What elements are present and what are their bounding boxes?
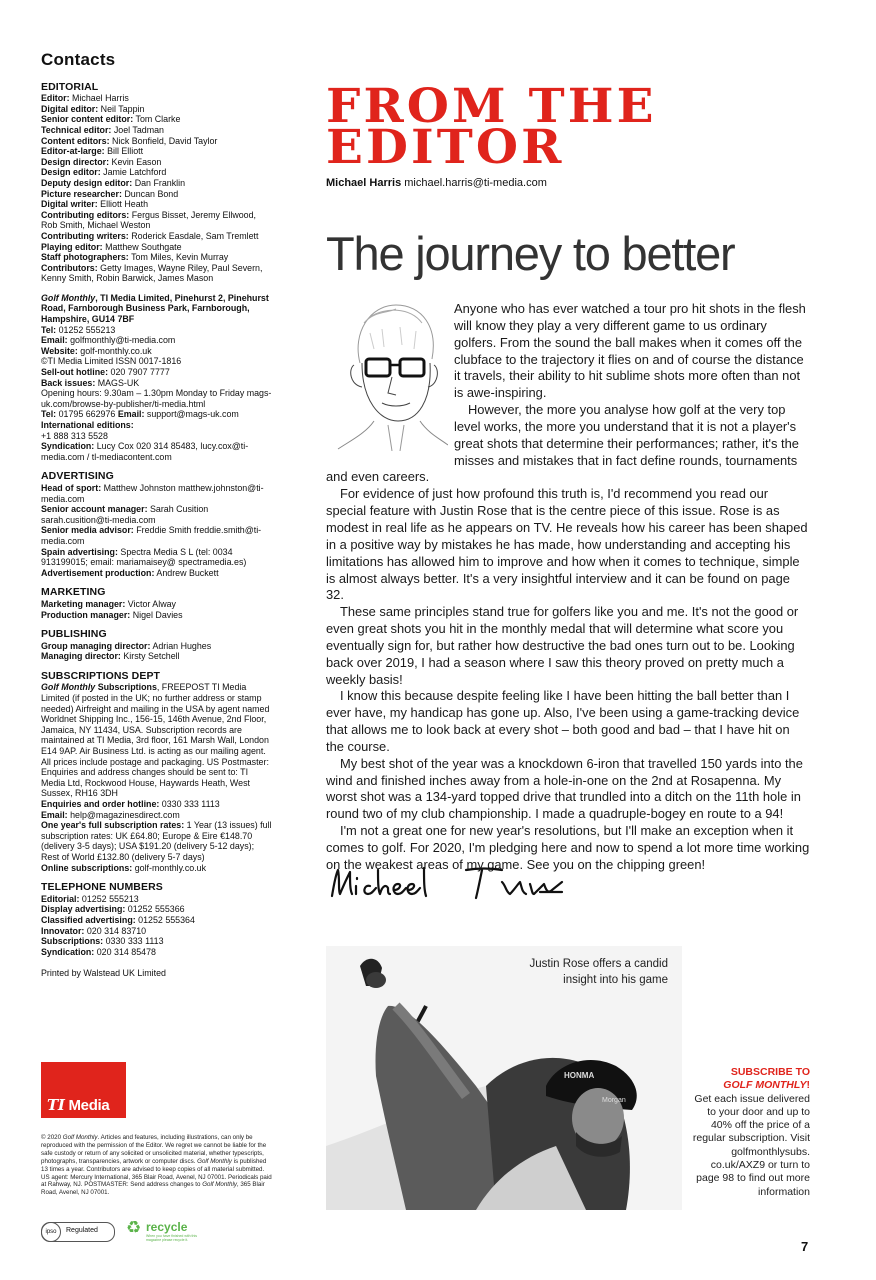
contact-line: Contributing editors: Fergus Bisset, Jeremy Ellwood, Rob Smith, Michael Weston bbox=[41, 209, 257, 231]
marketing-heading: MARKETING bbox=[41, 586, 106, 599]
paragraph: I'm not a great one for new year's resolutions, but I'll make an exception when it comes to golf. For 2020, I'm pledging here and now to spend a lot more time working on the weakest areas of my game. See you on the chipping green! bbox=[326, 823, 810, 872]
editorial-body bbox=[326, 301, 810, 874]
subscriptions-intro: Golf Monthly Subscriptions, FREEPOST TI Media Limited (if posted in the UK; no further address or stamp needed) Airfreight and mailing in the USA by agent named Worldnet Shipping Inc., 156-15, 146th Avenue, 2nd Floor, Jamaica, NY 11434, USA. Subscription records are maintained at TI Media, 3rd floor, 161 Marsh Wall, London E14 9AP. Air Business Ltd. is acting as our mailing agent. All prices include postage and packaging. US Postmaster: Enquiries and address changes should be sent to: TI Media Ltd, Rockwood House, Haywards Heath, West Sussex, RH16 3DH bbox=[41, 682, 270, 799]
contact-line: Innovator: 020 314 83710 bbox=[41, 925, 147, 936]
contact-line: International editions: bbox=[41, 420, 134, 430]
contact-line: Content editors: Nick Bonfield, David Taylor bbox=[41, 135, 218, 146]
contact-line: Opening hours: 9.30am – 1.30pm Monday to Friday mags-uk.com/browse-by-publisher/ti-media.html bbox=[41, 388, 272, 409]
telephone-heading: TELEPHONE NUMBERS bbox=[41, 881, 163, 894]
contact-line: Back issues: MAGS-UK bbox=[41, 377, 140, 388]
contact-line: Production manager: Nigel Davies bbox=[41, 609, 183, 620]
contact-line: Senior content editor: Tom Clarke bbox=[41, 114, 181, 125]
recycle-badge: ♻ recycle When you have finished with this magazine please recycle it. bbox=[126, 1218, 197, 1242]
paragraph: My best shot of the year was a knockdown 6-iron that travelled 150 yards into the wind and finished inches away from a hole-in-one on the 2nd at Rosapenna. My worst shot was a 134-yard topped drive that trundled into a ditch on the 11th hole in round two of my club championship. I made a quadruple-bogey en route to a 94! bbox=[326, 755, 803, 822]
headline: The journey to better bbox=[326, 227, 735, 280]
paragraph: I know this because despite feeling like I have been hitting the ball better than I ever have, my handicap has gone up. Also, I've been using a game-tracking device that allows me to look back at every shot – both good and bad – that I have hit on the course. bbox=[326, 688, 800, 754]
ipso-badge bbox=[41, 1222, 115, 1242]
contact-line: Editor: Michael Harris bbox=[41, 93, 129, 104]
publishing-list bbox=[41, 641, 273, 662]
contact-line: Technical editor: Joel Tadman bbox=[41, 124, 164, 135]
contact-line: Classified advertising: 01252 555364 bbox=[41, 914, 195, 925]
printed-by: Printed by Walstead UK Limited bbox=[41, 968, 166, 979]
contact-line: Senior media advisor: Freddie Smith freddie.smith@ti-media.com bbox=[41, 525, 262, 546]
contacts-title: Contacts bbox=[41, 50, 116, 69]
contact-line: Digital writer: Elliott Heath bbox=[41, 199, 149, 210]
contact-line: Staff photographers: Tom Miles, Kevin Murray bbox=[41, 252, 229, 263]
paragraph: However, the more you analyse how golf at the very top level works, the more you understand that it is not a player's great shots that determine their performances; rather, it's the misses and mistakes that in fact define rounds, tournaments and even careers. bbox=[326, 402, 799, 485]
editorial-contact-list bbox=[41, 325, 273, 463]
subscriptions-list bbox=[41, 799, 273, 873]
contact-line: +1 888 313 5528 bbox=[41, 430, 108, 441]
subscribe-heading-1: SUBSCRIBE TO bbox=[730, 1066, 810, 1078]
contact-line: Playing editor: Matthew Southgate bbox=[41, 241, 182, 252]
contact-line: Enquiries and order hotline: 0330 333 1113 bbox=[41, 799, 220, 809]
contact-line: Tel: 01252 555213 bbox=[41, 324, 116, 335]
contact-line: ©TI Media Limited ISSN 0017-1816 bbox=[41, 356, 182, 367]
editor-signature bbox=[326, 860, 576, 908]
contact-line: Tel: 01795 662976 Email: support@mags-uk.com bbox=[41, 409, 239, 420]
cap-logo: HONMA bbox=[564, 1071, 595, 1080]
contact-line: Email: help@magazinesdirect.com bbox=[41, 809, 180, 820]
contact-line: Advertisement production: Andrew Buckett bbox=[41, 567, 219, 578]
contact-line: Contributors: Getty Images, Wayne Riley, Paul Severn, Kenny Smith, Robin Barwick, James Mason bbox=[41, 262, 263, 284]
masthead-line-1: FROM THE bbox=[326, 79, 657, 134]
contact-line: Group managing director: Adrian Hughes bbox=[41, 640, 212, 651]
advertising-heading: ADVERTISING bbox=[41, 470, 114, 483]
editorial-list bbox=[41, 93, 273, 284]
contact-line: Design director: Kevin Eason bbox=[41, 156, 162, 167]
contact-line: Digital editor: Neil Tappin bbox=[41, 103, 145, 114]
marketing-list bbox=[41, 599, 273, 620]
contact-line: Online subscriptions: golf-monthly.co.uk bbox=[41, 862, 207, 873]
contact-line: Sell-out hotline: 020 7907 7777 bbox=[41, 367, 170, 378]
masthead bbox=[326, 79, 810, 175]
contact-line: Marketing manager: Victor Alway bbox=[41, 598, 176, 609]
ipso-label: Regulated bbox=[66, 1227, 98, 1234]
contact-line: Display advertising: 01252 555366 bbox=[41, 904, 185, 915]
contact-line: Email: golfmonthly@ti-media.com bbox=[41, 335, 176, 346]
publisher-address: Golf Monthly, TI Media Limited, Pinehurst 2, Pinehurst Road, Farnborough Business Park, Farnborough, Hampshire, GU14 7BF bbox=[41, 292, 269, 325]
legal-notice: © 2020 Golf Monthly. Articles and features, including illustrations, can only be reproduced with the permission of the Editor. We regret we cannot be liable for the safe custody or return of any solicited or unsolicited material, whether typescripts, photographs, transparencies, artwork or computer discs. Golf Monthly is published 13 times a year. Contributors are advised to keep copies of all material submitted. US agent: Mercury International, 365 Blair Road, Avenel, NJ 07001. Periodicals paid at Rahway, NJ. POSTMASTER: Send address changes to Golf Monthly, 365 Blair Road, Avenel, NJ 07001. bbox=[41, 1134, 272, 1197]
paragraph: These same principles stand true for golfers like you and me. It's not the good or even great shots you hit in the monthly medal that will determine what score you eventually sign for, but rather how destructive the bad ones turn out to be. Looking back over 2019, I had a season where I saw this theory proved on pretty much a weekly basis! bbox=[326, 604, 799, 687]
contact-line: Deputy design editor: Dan Franklin bbox=[41, 177, 186, 188]
contact-line: Contributing writers: Roderick Easdale, Sam Tremlett bbox=[41, 230, 259, 241]
contact-line: Managing director: Kirsty Setchell bbox=[41, 651, 180, 662]
contact-line: One year's full subscription rates: 1 Year (13 issues) full subscription rates: UK £64.80; Europe & Eire €148.70 (delivery 3-5 days); USA $191.20 (delivery 5-12 days); Rest of World £132.80 (delivery 5-7 days) bbox=[41, 820, 272, 862]
advertising-list bbox=[41, 483, 273, 578]
editorial-heading: EDITORIAL bbox=[41, 80, 99, 93]
ipso-mark: ipso bbox=[41, 1222, 61, 1242]
contact-line: Senior account manager: Sarah Cusition sarah.cusition@ti-media.com bbox=[41, 504, 209, 525]
photo-caption: Justin Rose offers a candid insight into his game bbox=[529, 958, 668, 986]
contact-line: Syndication: 020 314 85478 bbox=[41, 946, 156, 957]
contact-line: Design editor: Jamie Latchford bbox=[41, 167, 167, 178]
masthead-line-2: EDITOR bbox=[326, 120, 565, 175]
subscribe-box[interactable] bbox=[690, 1066, 810, 1199]
subscribe-body: Get each issue delivered to your door and up to 40% off the price of a regular subscription. Visit golfmonthlysubs. co.uk/AXZ9 or turn to page 98 to find out more information bbox=[692, 1092, 810, 1198]
contact-line: Editorial: 01252 555213 bbox=[41, 893, 139, 904]
ti-media-logo: TI Media bbox=[41, 1062, 126, 1118]
subscriptions-heading: SUBSCRIPTIONS DEPT bbox=[41, 669, 161, 682]
contact-line: Subscriptions: 0330 333 1113 bbox=[41, 936, 164, 947]
recycle-icon: ♻ bbox=[126, 1218, 142, 1237]
contact-line: Editor-at-large: Bill Elliott bbox=[41, 146, 144, 157]
telephone-list bbox=[41, 894, 273, 958]
contact-line: Spain advertising: Spectra Media S L (tel: 0034 913199015; email: mariamaisey@ spectramedia.es) bbox=[41, 546, 247, 568]
contact-line: Syndication: Lucy Cox 020 314 85483, lucy.cox@ti-media.com / tl-mediacontent.com bbox=[41, 441, 249, 462]
cap-text: Morgan bbox=[602, 1097, 626, 1104]
contacts-column bbox=[41, 50, 273, 979]
subscribe-heading-2: GOLF MONTHLY! bbox=[723, 1079, 810, 1092]
contact-line: Head of sport: Matthew Johnston matthew.johnston@ti-media.com bbox=[41, 482, 264, 504]
byline: Michael Harris michael.harris@ti-media.com bbox=[326, 177, 547, 189]
publishing-heading: PUBLISHING bbox=[41, 628, 107, 641]
paragraph: For evidence of just how profound this truth is, I'd recommend you read our special feature with Justin Rose that is the centre piece of this issue. Rose is as modest in real life as he appears on TV. He reveals how his career has been shaped in a positive way by mistakes he has made, how understanding and accepting his limitations has allowed him to improve and how when it comes to technique, simple is almost always better. It's a very insightful interview and it can be found on page 32. bbox=[326, 486, 808, 603]
contact-line: Website: golf-monthly.co.uk bbox=[41, 345, 152, 356]
justin-rose-photo bbox=[326, 946, 682, 1210]
page-number: 7 bbox=[801, 1239, 809, 1254]
paragraph: Anyone who has ever watched a tour pro hit shots in the flesh will know they play a very different game to us ordinary golfers. From the sound the ball makes when it comes off the clubface to the trajectory it flies on and of course the distance it travels, their ability to hit sublime shots more often than not is awe-inspiring. bbox=[454, 301, 806, 401]
contact-line: Picture researcher: Duncan Bond bbox=[41, 188, 179, 199]
